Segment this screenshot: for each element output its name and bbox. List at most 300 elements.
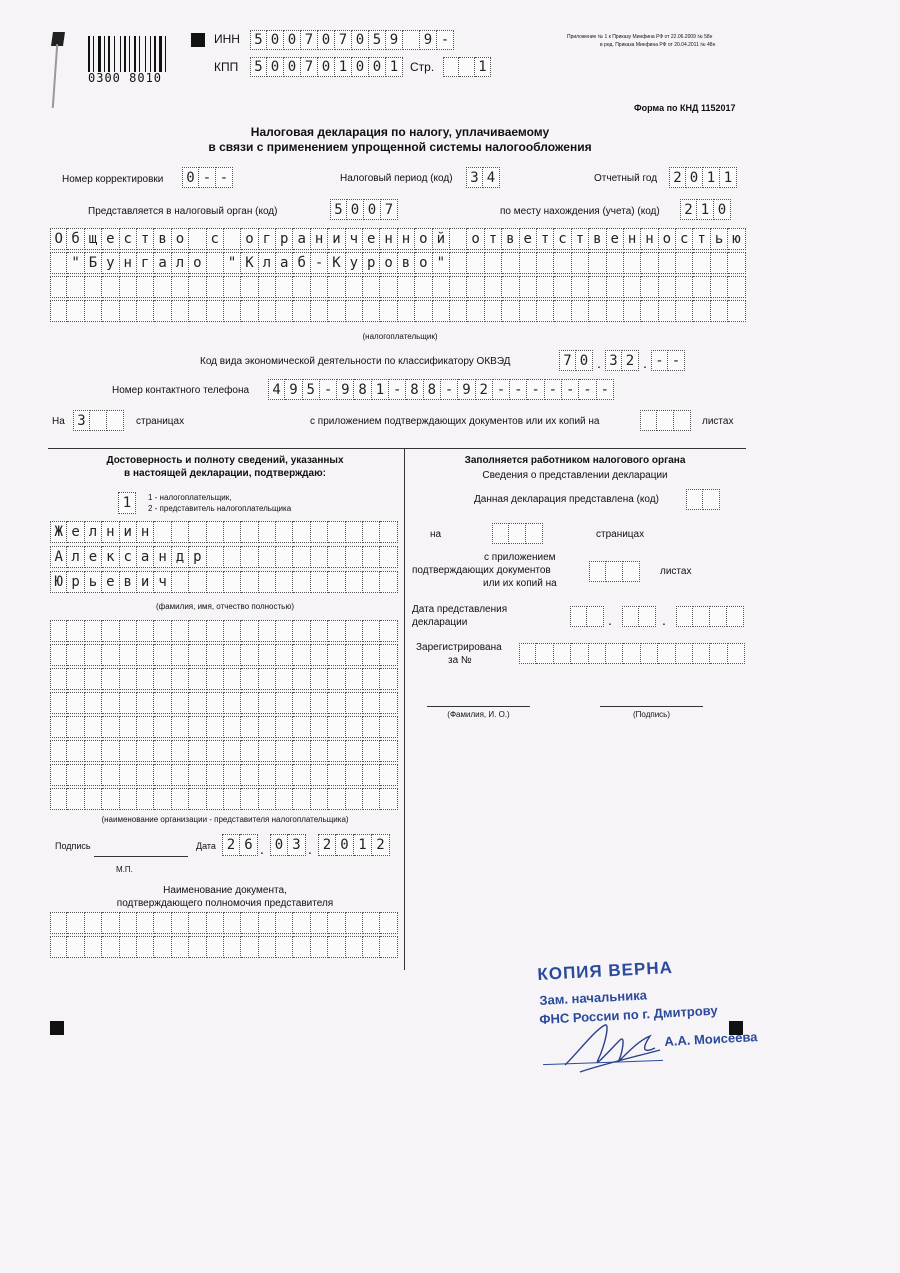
char-cell: - bbox=[579, 379, 596, 400]
char-cell: о bbox=[467, 228, 484, 250]
char-cell bbox=[172, 764, 189, 786]
char-cell bbox=[137, 692, 154, 714]
char-cell bbox=[207, 936, 224, 958]
char-cell: О bbox=[50, 228, 67, 250]
char-cell: - bbox=[199, 167, 216, 188]
char-cell bbox=[102, 276, 119, 298]
char-cell bbox=[120, 692, 137, 714]
char-cell: е bbox=[520, 228, 537, 250]
char-cell bbox=[120, 740, 137, 762]
char-cell: " bbox=[224, 252, 241, 274]
char-cell bbox=[492, 523, 509, 544]
barcode-bar bbox=[93, 36, 94, 72]
anchor-square-bottom-left bbox=[50, 1021, 64, 1035]
attach-line2: подтверждающих документов bbox=[412, 565, 551, 576]
char-cell bbox=[50, 788, 67, 810]
char-cell bbox=[311, 716, 328, 738]
char-cell bbox=[154, 788, 171, 810]
char-cell bbox=[259, 620, 276, 642]
char-cell: т bbox=[572, 228, 589, 250]
form-code: Форма по КНД 1152017 bbox=[634, 103, 736, 113]
char-cell bbox=[224, 716, 241, 738]
char-cell bbox=[641, 276, 658, 298]
char-cell bbox=[693, 252, 710, 274]
appendix-line2: в ред. Приказа Минфина РФ от 20.04.2011 № 48н bbox=[600, 42, 716, 48]
char-cell: о bbox=[415, 252, 432, 274]
fio-sign-line bbox=[427, 706, 530, 707]
char-cell bbox=[154, 300, 171, 322]
stamp-name: А.А. Моисеева bbox=[664, 1029, 758, 1049]
char-cell bbox=[259, 644, 276, 666]
char-cell: в bbox=[120, 571, 137, 593]
char-cell bbox=[467, 300, 484, 322]
char-cell bbox=[189, 740, 206, 762]
char-cell bbox=[380, 668, 397, 690]
char-cell: е bbox=[85, 546, 102, 568]
char-cell bbox=[241, 644, 258, 666]
char-cell: - bbox=[437, 30, 454, 50]
char-cell bbox=[50, 300, 67, 322]
char-cell bbox=[154, 936, 171, 958]
char-cell bbox=[293, 692, 310, 714]
char-cell bbox=[172, 740, 189, 762]
char-cell bbox=[120, 668, 137, 690]
char-cell bbox=[224, 740, 241, 762]
char-cell bbox=[224, 936, 241, 958]
presented-label: Данная декларация представлена (код) bbox=[474, 494, 659, 505]
barcode-bar bbox=[141, 36, 144, 72]
char-cell: н bbox=[311, 228, 328, 250]
char-cell bbox=[293, 620, 310, 642]
char-cell bbox=[703, 489, 720, 510]
char-cell: 2 bbox=[372, 834, 390, 856]
char-cell bbox=[67, 912, 84, 934]
okved-part2 bbox=[605, 350, 639, 371]
char-cell bbox=[519, 643, 536, 664]
char-cell bbox=[172, 620, 189, 642]
date-year bbox=[318, 834, 390, 856]
char-cell bbox=[207, 668, 224, 690]
char-cell bbox=[259, 788, 276, 810]
char-cell bbox=[102, 716, 119, 738]
char-cell bbox=[328, 620, 345, 642]
char-cell bbox=[311, 571, 328, 593]
doc-title-line1: Наименование документа, bbox=[163, 885, 287, 896]
appendix-line1: Приложение № 1 к Приказу Минфина РФ от 22.06.2009 № 58н bbox=[567, 34, 713, 40]
char-cell: 0 bbox=[270, 834, 288, 856]
year-label: Отчетный год bbox=[594, 173, 658, 184]
char-cell: е bbox=[102, 228, 119, 250]
char-cell: о bbox=[380, 252, 397, 274]
char-cell bbox=[154, 276, 171, 298]
registered-line2: за № bbox=[448, 655, 472, 666]
char-cell bbox=[276, 571, 293, 593]
kpp-field bbox=[250, 57, 403, 77]
char-cell: е bbox=[607, 228, 624, 250]
barcode-bar bbox=[167, 36, 169, 72]
char-cell bbox=[520, 300, 537, 322]
char-cell: 1 bbox=[354, 834, 372, 856]
char-cell bbox=[587, 606, 604, 627]
okved-dot2: . bbox=[643, 355, 647, 371]
location-label: по месту нахождения (учета) (код) bbox=[500, 206, 660, 217]
char-cell: ч bbox=[154, 571, 171, 593]
char-cell: К bbox=[328, 252, 345, 274]
char-cell: ь bbox=[85, 571, 102, 593]
char-cell: н bbox=[154, 546, 171, 568]
pages-suffix: страницах bbox=[136, 416, 185, 427]
char-cell: Ж bbox=[50, 521, 67, 543]
date-dot1: . bbox=[260, 841, 264, 857]
char-cell bbox=[241, 936, 258, 958]
char-cell bbox=[676, 643, 693, 664]
char-cell bbox=[207, 276, 224, 298]
char-cell: с bbox=[207, 228, 224, 250]
barcode-bar bbox=[120, 36, 121, 72]
char-cell: н bbox=[137, 521, 154, 543]
char-cell bbox=[293, 644, 310, 666]
char-cell: 7 bbox=[335, 30, 352, 50]
char-cell bbox=[172, 936, 189, 958]
char-cell bbox=[311, 276, 328, 298]
char-cell bbox=[259, 692, 276, 714]
char-cell bbox=[85, 620, 102, 642]
char-cell bbox=[502, 276, 519, 298]
char-cell: 0 bbox=[714, 199, 731, 220]
signer-code-field bbox=[118, 492, 136, 514]
char-cell bbox=[641, 300, 658, 322]
char-cell bbox=[328, 571, 345, 593]
correction-label: Номер корректировки bbox=[62, 174, 164, 185]
org-caption: (наименование организации - представителя налогоплательщика) bbox=[101, 815, 349, 824]
char-cell bbox=[346, 936, 363, 958]
char-cell bbox=[224, 788, 241, 810]
char-cell bbox=[346, 620, 363, 642]
char-cell: и bbox=[137, 571, 154, 593]
char-cell bbox=[346, 788, 363, 810]
barcode-bar bbox=[150, 36, 151, 72]
char-cell bbox=[380, 546, 397, 568]
char-cell bbox=[276, 788, 293, 810]
char-cell bbox=[346, 716, 363, 738]
char-cell bbox=[154, 668, 171, 690]
char-cell bbox=[137, 936, 154, 958]
char-cell bbox=[207, 740, 224, 762]
char-cell bbox=[710, 643, 727, 664]
char-cell bbox=[623, 561, 640, 582]
char-cell bbox=[380, 740, 397, 762]
char-cell: р bbox=[363, 252, 380, 274]
char-cell bbox=[85, 912, 102, 934]
char-cell: 1 bbox=[697, 199, 714, 220]
signer-option1: 1 - налогоплательщик, bbox=[148, 493, 232, 502]
char-cell bbox=[311, 546, 328, 568]
date-presented-line2: декларации bbox=[412, 617, 468, 628]
char-cell bbox=[659, 252, 676, 274]
char-cell bbox=[259, 571, 276, 593]
char-cell bbox=[363, 692, 380, 714]
char-cell: 5 bbox=[330, 199, 347, 220]
right-sign-caption: (Подпись) bbox=[633, 710, 670, 719]
char-cell bbox=[589, 561, 606, 582]
char-cell bbox=[450, 252, 467, 274]
char-cell: - bbox=[510, 379, 527, 400]
section-divider-v bbox=[404, 448, 405, 970]
char-cell bbox=[328, 936, 345, 958]
org-row bbox=[50, 788, 398, 810]
char-cell bbox=[624, 276, 641, 298]
char-cell bbox=[102, 668, 119, 690]
char-cell: 4 bbox=[268, 379, 285, 400]
char-cell bbox=[328, 521, 345, 543]
char-cell bbox=[380, 276, 397, 298]
date-month bbox=[270, 834, 306, 856]
char-cell bbox=[241, 764, 258, 786]
location-field bbox=[680, 199, 731, 220]
char-cell: и bbox=[328, 228, 345, 250]
title-line2: в связи с применением упрощенной системы налогообложения bbox=[208, 140, 592, 154]
char-cell bbox=[137, 716, 154, 738]
char-cell bbox=[571, 643, 588, 664]
char-cell: с bbox=[676, 228, 693, 250]
attach-sheets-label: листах bbox=[660, 566, 692, 577]
char-cell bbox=[67, 644, 84, 666]
char-cell bbox=[554, 643, 571, 664]
char-cell bbox=[120, 912, 137, 934]
char-cell bbox=[67, 620, 84, 642]
char-cell bbox=[639, 606, 656, 627]
char-cell: 0 bbox=[318, 57, 335, 77]
char-cell bbox=[224, 276, 241, 298]
char-cell bbox=[363, 276, 380, 298]
char-cell bbox=[102, 620, 119, 642]
stamp-line2: ФНС России по г. Дмитрову bbox=[539, 1002, 718, 1027]
char-cell: 1 bbox=[118, 492, 136, 514]
date-dot2: . bbox=[308, 841, 312, 857]
char-cell bbox=[137, 912, 154, 934]
char-cell bbox=[450, 276, 467, 298]
char-cell bbox=[154, 912, 171, 934]
char-cell bbox=[658, 643, 675, 664]
barcode-bar bbox=[98, 36, 101, 72]
right-subtitle: Сведения о представлении декларации bbox=[482, 470, 668, 481]
char-cell: 7 bbox=[381, 199, 398, 220]
char-cell bbox=[67, 764, 84, 786]
barcode-bar bbox=[124, 36, 126, 72]
surname-field bbox=[50, 521, 398, 543]
char-cell: - bbox=[389, 379, 406, 400]
char-cell bbox=[50, 936, 67, 958]
sheets-label: листах bbox=[702, 416, 734, 427]
char-cell bbox=[276, 546, 293, 568]
char-cell: - bbox=[597, 379, 614, 400]
pages-prefix: На bbox=[52, 416, 65, 427]
correction-field bbox=[182, 167, 233, 188]
char-cell bbox=[346, 571, 363, 593]
char-cell: о bbox=[659, 228, 676, 250]
char-cell bbox=[259, 912, 276, 934]
char-cell bbox=[67, 936, 84, 958]
char-cell: 5 bbox=[369, 30, 386, 50]
char-cell: 2 bbox=[622, 350, 639, 371]
left-title-line1: Достоверность и полноту сведений, указанных bbox=[106, 455, 344, 466]
char-cell bbox=[241, 546, 258, 568]
char-cell: Б bbox=[85, 252, 102, 274]
char-cell bbox=[328, 546, 345, 568]
char-cell bbox=[328, 912, 345, 934]
char-cell bbox=[154, 764, 171, 786]
char-cell bbox=[676, 276, 693, 298]
char-cell: 3 bbox=[605, 350, 622, 371]
char-cell: 9 bbox=[420, 30, 437, 50]
presented-field bbox=[686, 489, 720, 510]
barcode-bar bbox=[145, 36, 146, 72]
char-cell bbox=[172, 300, 189, 322]
char-cell: л bbox=[172, 252, 189, 274]
char-cell bbox=[137, 644, 154, 666]
kpp-label: КПП bbox=[214, 60, 239, 74]
char-cell bbox=[346, 692, 363, 714]
char-cell bbox=[259, 668, 276, 690]
char-cell bbox=[293, 521, 310, 543]
char-cell: н bbox=[380, 228, 397, 250]
char-cell bbox=[189, 668, 206, 690]
char-cell bbox=[259, 276, 276, 298]
char-cell bbox=[154, 692, 171, 714]
char-cell bbox=[85, 740, 102, 762]
char-cell bbox=[537, 300, 554, 322]
char-cell bbox=[328, 740, 345, 762]
char-cell: в bbox=[589, 228, 606, 250]
char-cell: с bbox=[120, 228, 137, 250]
char-cell bbox=[293, 740, 310, 762]
char-cell bbox=[50, 276, 67, 298]
char-cell: н bbox=[624, 228, 641, 250]
taxpayer-caption: (налогоплательщик) bbox=[362, 332, 438, 341]
char-cell bbox=[693, 606, 710, 627]
char-cell bbox=[276, 764, 293, 786]
char-cell bbox=[259, 300, 276, 322]
char-cell bbox=[172, 692, 189, 714]
char-cell bbox=[207, 716, 224, 738]
char-cell: с bbox=[120, 546, 137, 568]
char-cell bbox=[363, 764, 380, 786]
char-cell bbox=[207, 692, 224, 714]
char-cell bbox=[363, 644, 380, 666]
char-cell bbox=[154, 716, 171, 738]
char-cell bbox=[189, 764, 206, 786]
char-cell: л bbox=[259, 252, 276, 274]
char-cell bbox=[433, 276, 450, 298]
char-cell: л bbox=[67, 546, 84, 568]
char-cell bbox=[189, 521, 206, 543]
char-cell bbox=[120, 300, 137, 322]
title-line1: Налоговая декларация по налогу, уплачиваемому bbox=[250, 125, 550, 139]
char-cell: 1 bbox=[335, 57, 352, 77]
char-cell bbox=[433, 300, 450, 322]
char-cell bbox=[589, 643, 606, 664]
char-cell bbox=[311, 300, 328, 322]
char-cell bbox=[657, 410, 674, 431]
char-cell bbox=[224, 228, 241, 250]
char-cell: в bbox=[502, 228, 519, 250]
char-cell bbox=[207, 521, 224, 543]
period-label: Налоговый период (код) bbox=[340, 173, 453, 184]
char-cell: е bbox=[67, 521, 84, 543]
char-cell bbox=[85, 692, 102, 714]
section-divider-h bbox=[48, 448, 746, 449]
char-cell bbox=[241, 668, 258, 690]
char-cell: 0 bbox=[284, 30, 301, 50]
char-cell bbox=[241, 571, 258, 593]
char-cell bbox=[137, 668, 154, 690]
char-cell bbox=[224, 300, 241, 322]
char-cell bbox=[728, 276, 745, 298]
org-row bbox=[50, 644, 398, 666]
char-cell: 0 bbox=[347, 199, 364, 220]
char-cell bbox=[241, 788, 258, 810]
char-cell bbox=[728, 300, 745, 322]
char-cell bbox=[346, 740, 363, 762]
char-cell bbox=[50, 716, 67, 738]
on-label: на bbox=[430, 529, 442, 540]
char-cell bbox=[710, 606, 727, 627]
char-cell bbox=[241, 300, 258, 322]
char-cell bbox=[520, 252, 537, 274]
char-cell bbox=[311, 692, 328, 714]
char-cell bbox=[328, 668, 345, 690]
char-cell bbox=[727, 606, 744, 627]
barcode-bar bbox=[122, 36, 123, 72]
char-cell: " bbox=[433, 252, 450, 274]
char-cell bbox=[311, 788, 328, 810]
char-cell bbox=[137, 276, 154, 298]
barcode-bar bbox=[152, 36, 153, 72]
org-row bbox=[50, 764, 398, 786]
char-cell: 0 bbox=[336, 834, 354, 856]
attachments-field bbox=[640, 410, 691, 431]
char-cell bbox=[224, 521, 241, 543]
char-cell bbox=[276, 716, 293, 738]
char-cell: - bbox=[493, 379, 510, 400]
stamp-title: КОПИЯ ВЕРНА bbox=[537, 957, 674, 984]
char-cell bbox=[459, 57, 475, 77]
char-cell bbox=[224, 546, 241, 568]
char-cell bbox=[224, 620, 241, 642]
char-cell bbox=[311, 912, 328, 934]
barcode-bar bbox=[165, 36, 166, 72]
char-cell bbox=[537, 276, 554, 298]
char-cell bbox=[328, 300, 345, 322]
char-cell bbox=[102, 788, 119, 810]
char-cell bbox=[537, 252, 554, 274]
char-cell: 1 bbox=[703, 167, 720, 188]
char-cell bbox=[554, 252, 571, 274]
char-cell bbox=[607, 300, 624, 322]
inn-field bbox=[250, 30, 454, 50]
char-cell bbox=[85, 764, 102, 786]
char-cell bbox=[554, 300, 571, 322]
char-cell bbox=[276, 644, 293, 666]
okved-part3 bbox=[651, 350, 685, 371]
char-cell bbox=[207, 620, 224, 642]
char-cell: А bbox=[50, 546, 67, 568]
char-cell: у bbox=[346, 252, 363, 274]
char-cell bbox=[443, 57, 459, 77]
char-cell: 2 bbox=[476, 379, 493, 400]
char-cell bbox=[50, 620, 67, 642]
char-cell: 0 bbox=[352, 30, 369, 50]
